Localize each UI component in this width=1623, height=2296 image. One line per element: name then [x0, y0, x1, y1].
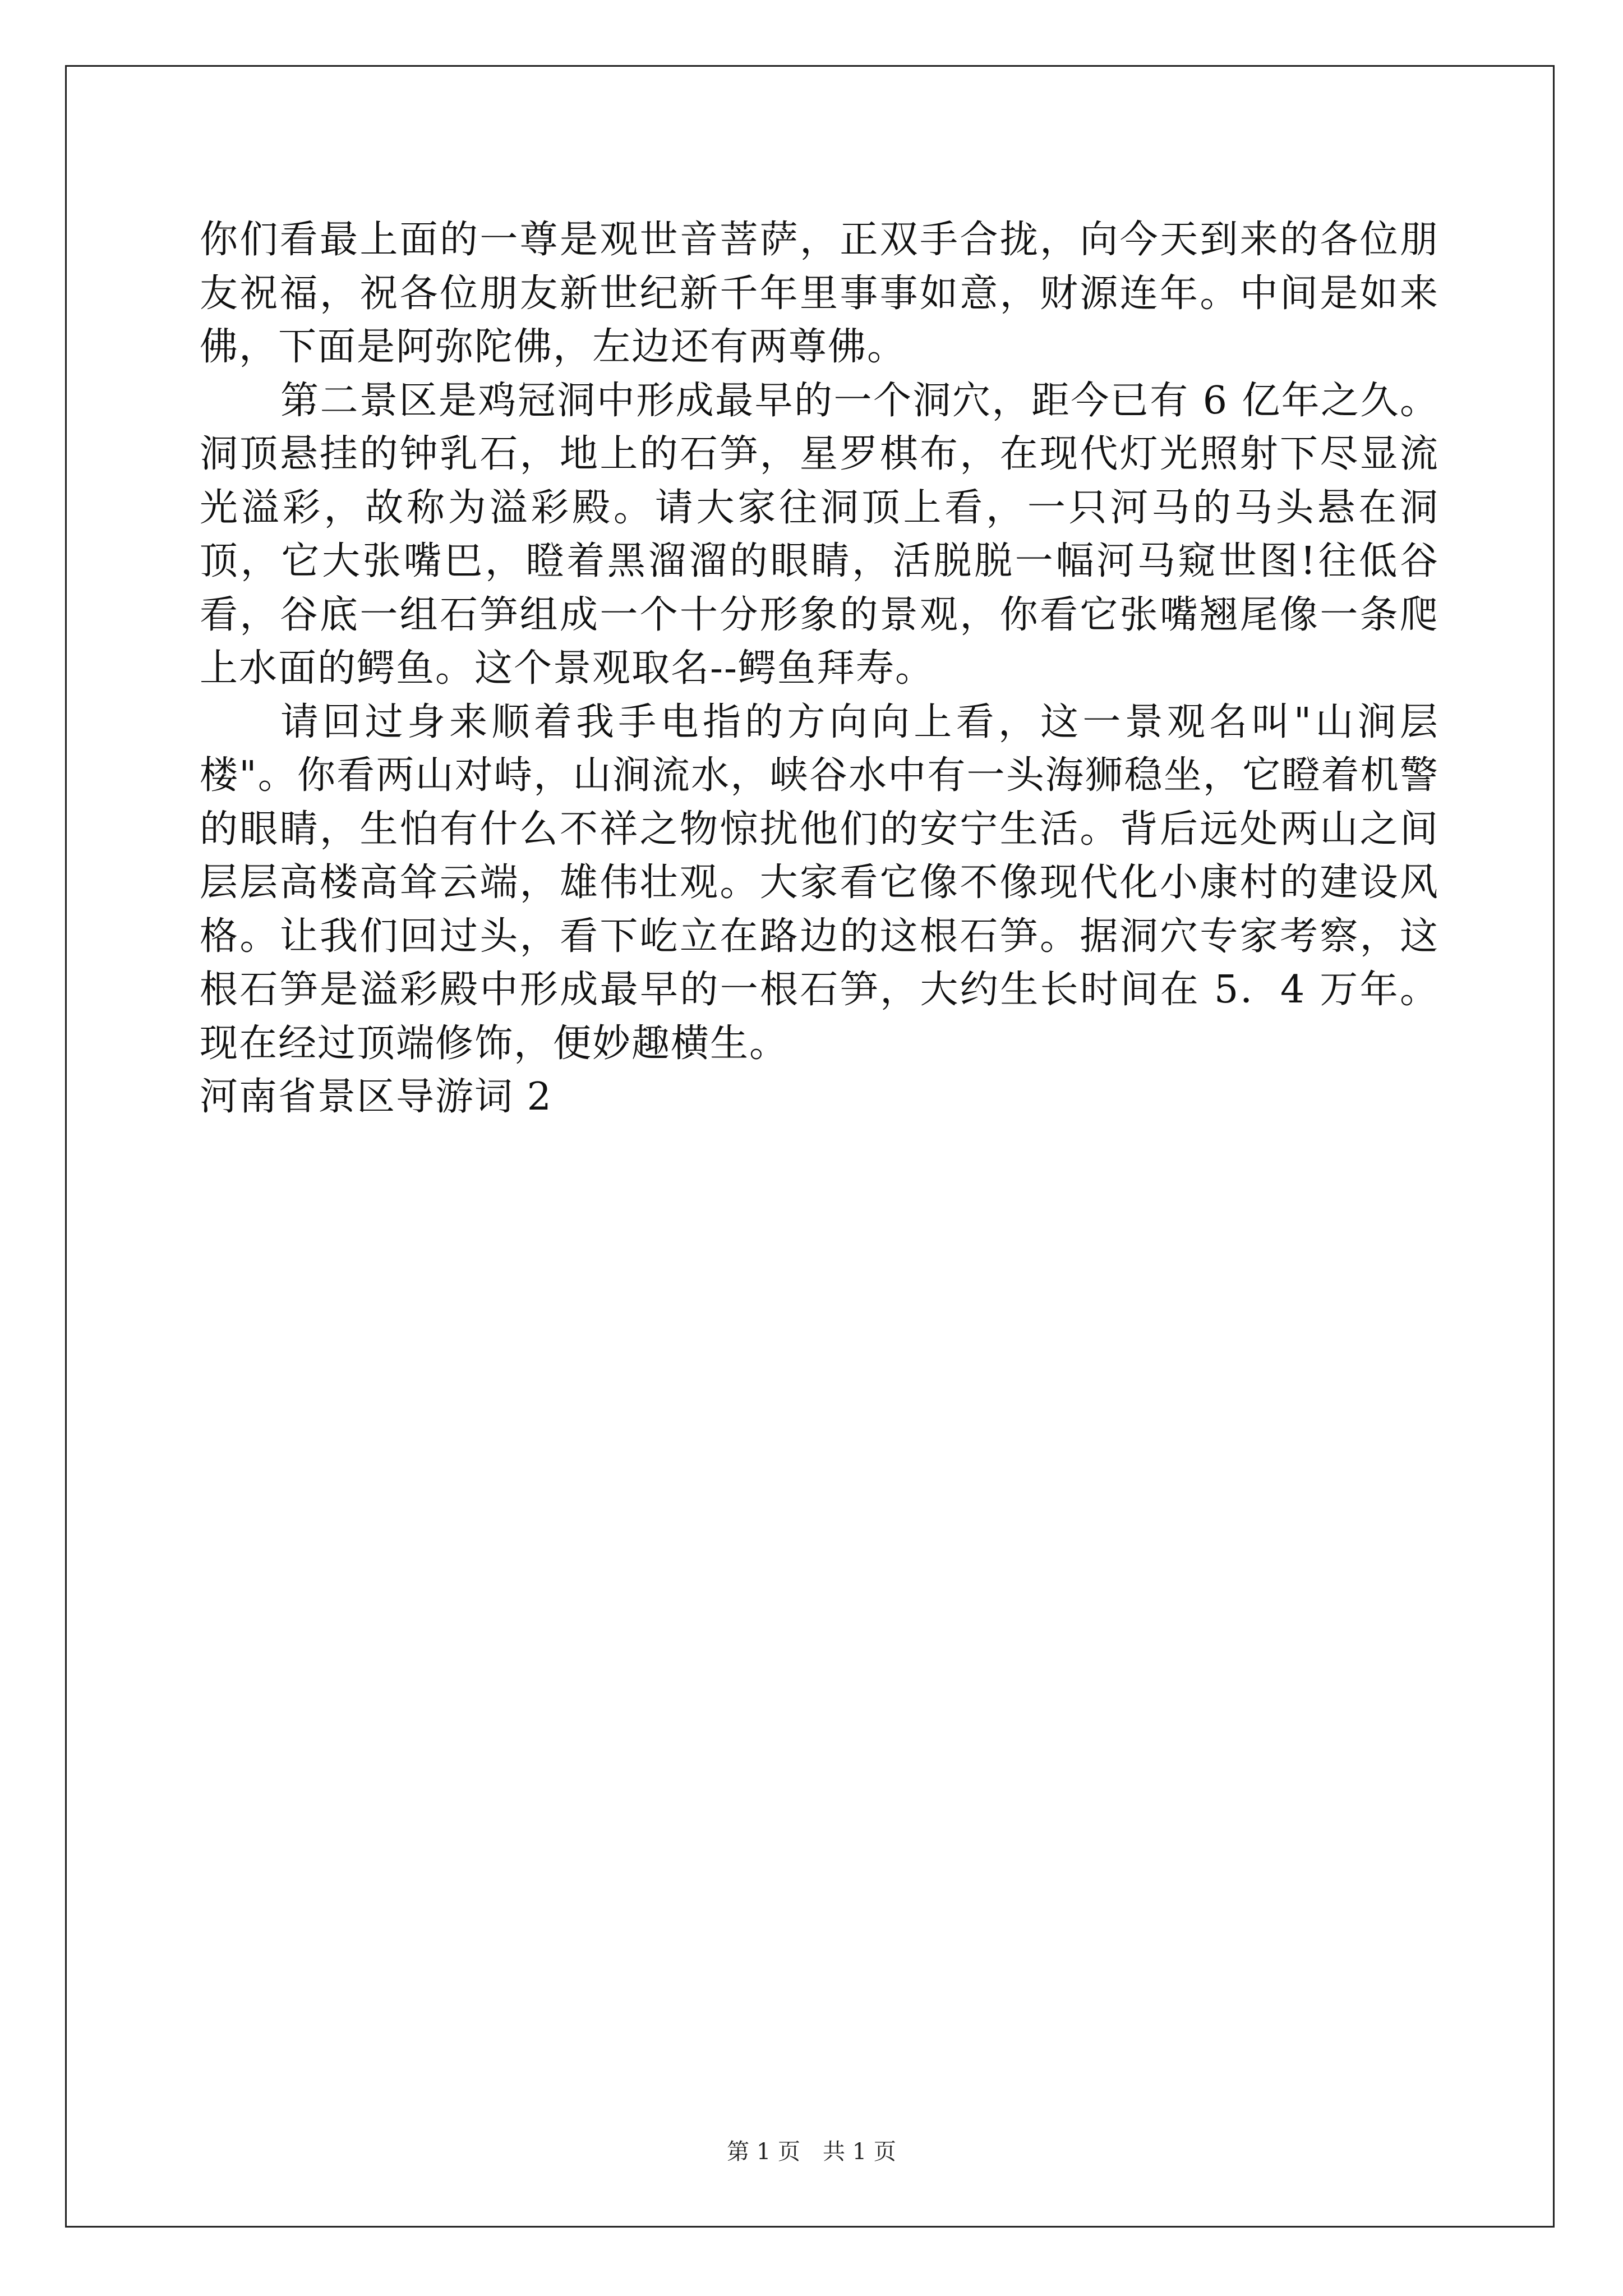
paragraph-3: 请回过身来顺着我手电指的方向向上看，这一景观名叫"山涧层楼"。你看两山对峙，山涧流水，峡谷水中有一头海狮稳坐，它瞪着机警的眼睛，生怕有什么不祥之物惊扰他们的安宁生活。背后远处两山之间层层高楼高耸云端，雄伟壮观。大家看它像不像现代化小康村的建设风格。让我们回过头，看下屹立在路边的这根石笋。据洞穴专家考察，这根石笋是溢彩殿中形成最早的一根石笋，大约生长时间在 5．4 万年。现在经过顶端修饰，便妙趣横生。 — [200, 700, 1439, 1066]
document-body — [200, 213, 1439, 1124]
paragraph-2: 第二景区是鸡冠洞中形成最早的一个洞穴，距今已有 6 亿年之久。洞顶悬挂的钟乳石，地上的石笋，星罗棋布，在现代灯光照射下尽显流光溢彩，故称为溢彩殿。请大家往洞顶上看，一只河马的马头悬在洞顶，它大张嘴巴，瞪着黑溜溜的眼睛，活脱脱一幅河马窥世图!往低谷看，谷底一组石笋组成一个十分形象的景观，你看它张嘴翘尾像一条爬上水面的鳄鱼。这个景观取名--鳄鱼拜寿。 — [200, 378, 1439, 691]
page-footer — [0, 2134, 1623, 2166]
section-heading: 河南省景区导游词 2 — [200, 1075, 552, 1119]
paragraph-1: 你们看最上面的一尊是观世音菩萨，正双手合拢，向今天到来的各位朋友祝福，祝各位朋友新世纪新千年里事事如意，财源连年。中间是如来佛，下面是阿弥陀佛，左边还有两尊佛。 — [200, 218, 1439, 369]
page-number-label: 第 1 页 共 1 页 — [727, 2139, 896, 2165]
